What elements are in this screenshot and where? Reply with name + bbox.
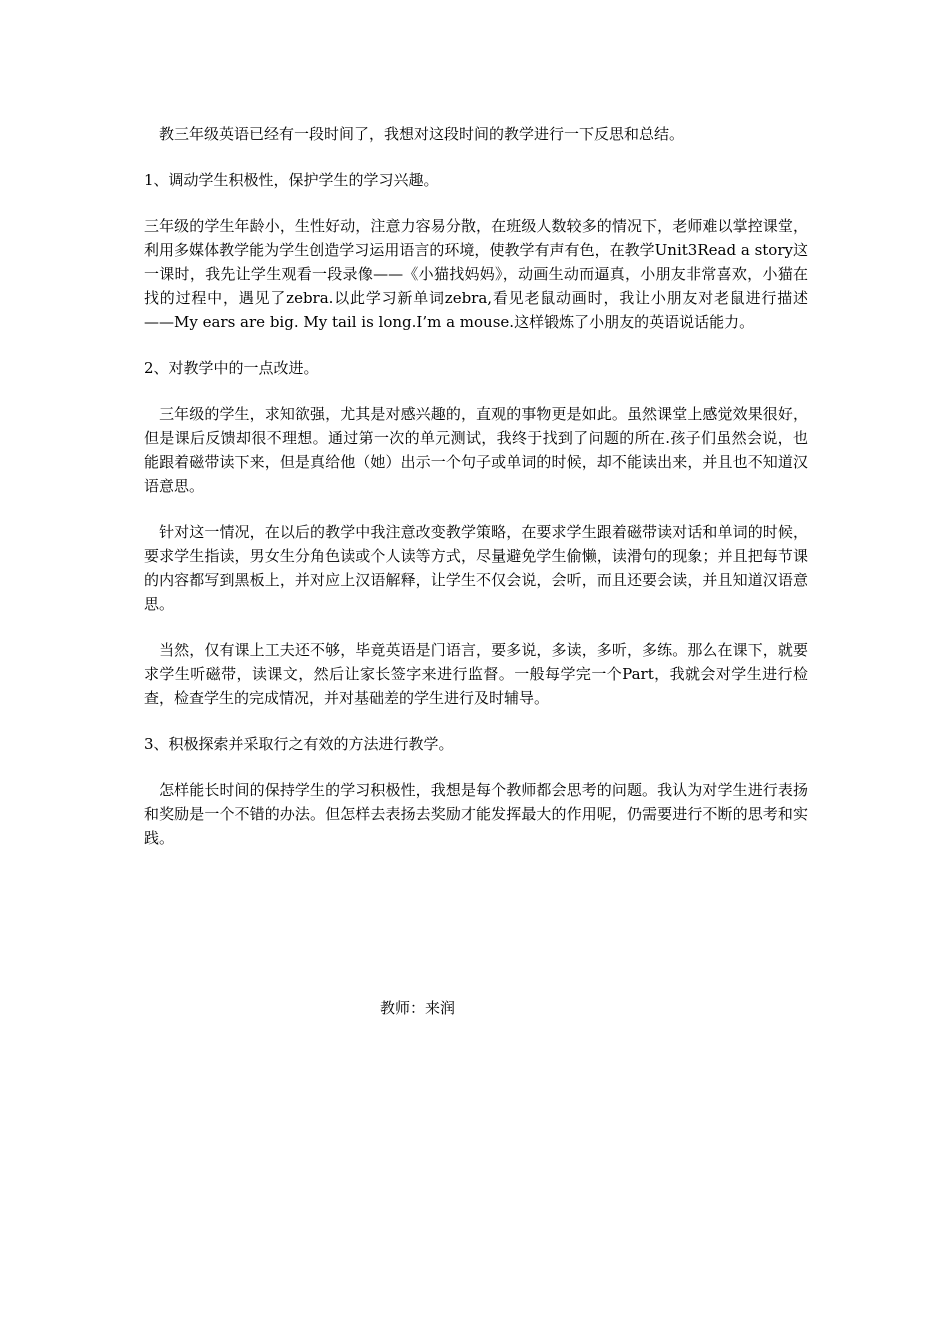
paragraph-spacer [144,146,808,168]
intro-paragraph: 教三年级英语已经有一段时间了，我想对这段时间的教学进行一下反思和总结。 [144,125,685,143]
section-heading-3: 3、积极探索并采取行之有效的方法进行教学。 [144,735,454,753]
body-paragraph-3: 针对这一情况，在以后的教学中我注意改变教学策略，在要求学生跟着磁带读对话和单词的时候，要求学生指读，男女生分角色读或个人读等方式，尽量避免学生偷懒，读滑句的现象；并且把每节课的内容都写到黑板上，并对应上汉语解释，让学生不仅会说，会听，而且还要会读，并且知道汉语意思。 [144,523,808,613]
paragraph-spacer [144,756,808,778]
body-paragraph-1: 三年级的学生年龄小，生性好动，注意力容易分散，在班级人数较多的情况下，老师难以掌控课堂，利用多媒体教学能为学生创造学习运用语言的环境，使教学有声有色，在教学Unit3Read a story这一课时，我先让学生观看一段录像——《小猫找妈妈》，动画生动而逼真，小朋友非常喜欢，小猫在找的过程中，遇见了zebra.以此学习新单词zebra,看见老鼠动画时，我让小朋友对老鼠进行描述——My ears are big. My tail is long.I’m a mouse.这样锻炼了小朋友的英语说话能力。 [144,217,808,331]
section-heading-1: 1、调动学生积极性，保护学生的学习兴趣。 [144,171,439,189]
paragraph-spacer [144,380,808,402]
section-heading-2: 2、对教学中的一点改进。 [144,359,319,377]
body-paragraph-5: 怎样能长时间的保持学生的学习积极性，我想是每个教师都会思考的问题。我认为对学生进行表扬和奖励是一个不错的办法。但怎样去表扬去奖励才能发挥最大的作用呢，仍需要进行不断的思考和实践。 [144,781,808,847]
paragraph-spacer [144,334,808,356]
paragraph-spacer [144,192,808,214]
paragraph-spacer [144,616,808,638]
document-body [144,122,808,850]
body-paragraph-4: 当然，仅有课上工夫还不够，毕竟英语是门语言，要多说，多读，多听，多练。那么在课下，就要求学生听磁带，读课文，然后让家长签字来进行监督。一般每学完一个Part，我就会对学生进行检查，检查学生的完成情况，并对基础差的学生进行及时辅导。 [144,641,808,707]
teacher-signature: 教师：来润 [380,999,456,1017]
paragraph-spacer [144,498,808,520]
paragraph-spacer [144,710,808,732]
body-paragraph-2: 三年级的学生，求知欲强，尤其是对感兴趣的，直观的事物更是如此。虽然课堂上感觉效果很好，但是课后反馈却很不理想。通过第一次的单元测试，我终于找到了问题的所在.孩子们虽然会说，也能跟着磁带读下来，但是真给他（她）出示一个句子或单词的时候，却不能读出来，并且也不知道汉语意思。 [144,405,808,495]
